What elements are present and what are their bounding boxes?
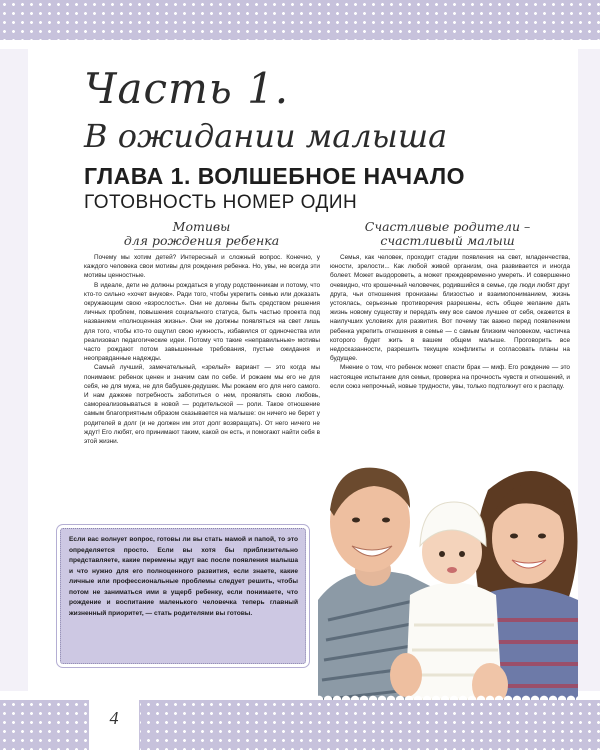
family-photo [318, 450, 578, 730]
left-margin-strip [0, 49, 28, 691]
left-heading-line2: для рождения ребенка [123, 233, 280, 248]
page-number-box [88, 700, 140, 750]
left-paragraph-1: Почему мы хотим детей? Интересный и сложный вопрос. Конечно, у каждого человека свои мотивы для рождения ребенка. Но, увы, не всегда эти мотивы ценностные. [84, 254, 320, 280]
woman-eye-right [538, 534, 546, 539]
right-column-heading [330, 220, 565, 250]
baby-eye-right [459, 551, 465, 557]
left-heading-rule [134, 249, 269, 250]
highlight-text: Если вас волнует вопрос, готовы ли вы стать мамой и папой, то это определяется просто. Если вы хотя бы приблизительно представляете, какие перемены ждут вас после появления малыша и что нужно для его полноценного развития, если знаете, какие личные или профессиональные проблемы следует решить, чтобы потом не заниматься ими в ущерб ребенку, если понимаете, что рождение и воспитание маленького человечка теперь главный жизненный приоритет, — стать родителями вы готовы. [69, 536, 298, 617]
baby-mouth [447, 567, 457, 573]
highlight-box [60, 528, 306, 664]
part-subtitle: В ожидании малыша [84, 117, 448, 155]
left-column-heading [84, 220, 319, 250]
right-heading-rule [380, 249, 515, 250]
man-eye-left [352, 518, 360, 523]
chapter-subtitle: ГОТОВНОСТЬ НОМЕР ОДИН [84, 192, 358, 213]
baby-eye-left [439, 551, 445, 557]
right-heading-line2: счастливый малыш [380, 233, 515, 248]
page-number: 4 [109, 708, 119, 728]
left-paragraph-3: Самый лучший, замечательный, «зрелый» вариант — это когда мы понимаем: ребенок ценен и значим сам по себе. И рожаем мы его не для себя, не для мужа, не для бабушек-дедушек. Мы рожаем его для него самого. И нам дажеже потребность заботиться о нем, проявлять свою любовь, самореализовываться в новой — родительской — роли. Такое отношение самым благоприятным образом сказывается на малыше: он ничего не берет у родителей в долг (и не должен им этот долг возвращать). От него ничего не ждут! Его любят, его принимают таким, какой он есть, и помогают найти себя в этой жизни. [84, 364, 320, 446]
bottom-lace-border [0, 691, 600, 700]
chapter-title: ГЛАВА 1. ВОЛШЕБНОЕ НАЧАЛО [84, 163, 466, 189]
man-eye-right [382, 518, 390, 523]
right-heading-line1: Счастливые родители – [364, 219, 531, 234]
left-heading-line1: Мотивы [172, 219, 231, 234]
left-column-body [84, 253, 320, 446]
woman-eye-left [510, 534, 518, 539]
top-lace-border [0, 40, 600, 49]
part-title: Часть 1. [84, 64, 290, 113]
right-column-body [330, 253, 570, 391]
right-margin-strip [578, 49, 600, 691]
left-paragraph-2: В идеале, дети не должны рождаться в угоду родственникам и потому, что кто-то сильно «хочет внуков». Ради того, чтобы укрепить семью или доказать окружающим свою «взрослость». Они не должны быть средством решения личных проблем, повышения социального статуса, быть частью проекта под названием «полноценная жизнь». Они не должны появляться на свет лишь для того, чтобы кто-то ощутил свою нужность, избавился от одиночества или реализовал педагогические идеи. Потому что такие «неправильные» мотивы часто рождают потом завышенные требования, пустые ожидания и неоправданные надежды. [84, 281, 320, 363]
right-paragraph-1: Семья, как человек, проходит стадии появления на свет, младенчества, юности, зрелости... Как любой живой организм, она развивается и иногда болеет. Может выздороветь, а может преждевременно умереть. И совершенно очевидно, что крошечный человечек, родившийся в семье, где люди любят друг друга, чьи отношения пронизаны близостью и взаимопониманием, жизнь устоялась, серьезные противоречия разрешены, есть общее желание дать жизнь новому существу и передать ему все самое лучшее от себя, окажется в наилучших условиях для развития. Вот почему так важно перед появлением ребенка укрепить отношения в семье — с самым близким человеком, частичка которого будет жить в вашем общем малыше. Проговорить все недосказанности, разрешить текущие конфликты и согласовать планы на будущее. [330, 254, 570, 363]
top-decorative-band [0, 0, 600, 40]
right-paragraph-2: Мнение о том, что ребенок может спасти брак — миф. Его рождение — это настоящее испытание для семьи, проверка на прочность чувств и отношений, и если союз непрочный, новые трудности, увы, только подтолкнут его к распаду. [330, 364, 570, 390]
